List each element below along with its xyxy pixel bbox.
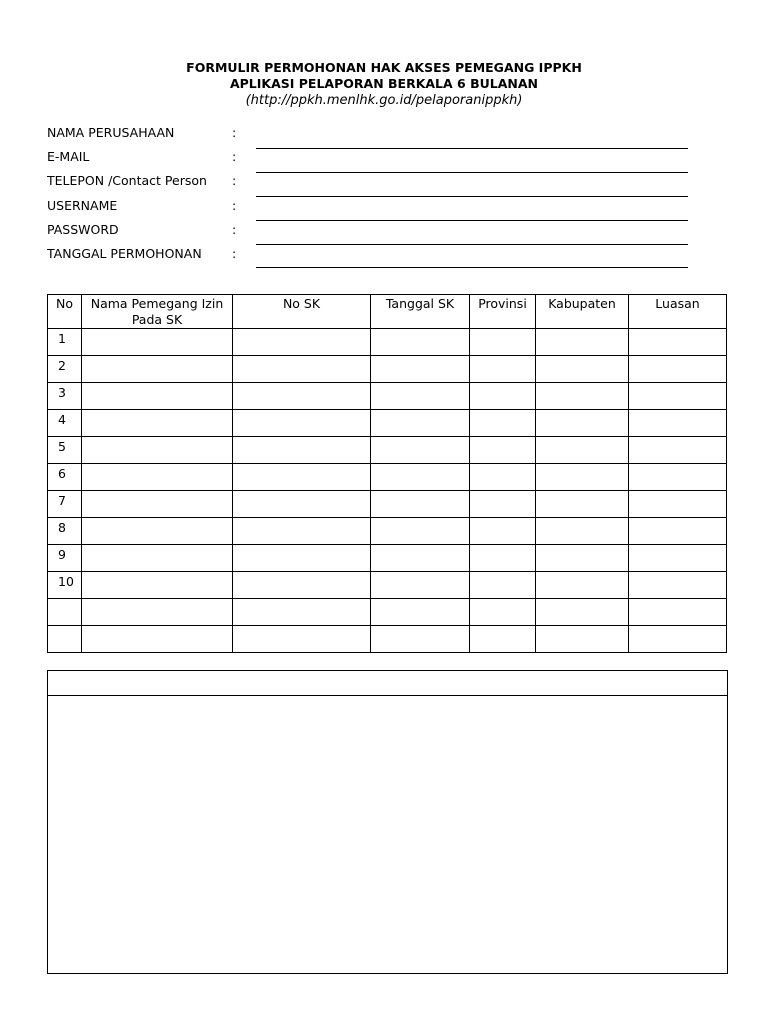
row-number: 6 <box>48 464 82 491</box>
field-colon: : <box>232 173 237 188</box>
table-cell[interactable] <box>233 599 371 626</box>
table-cell[interactable] <box>629 410 727 437</box>
form-url: (http://ppkh.menlhk.go.id/pelaporanippkh) <box>245 93 523 108</box>
table-cell[interactable] <box>470 329 536 356</box>
table-body <box>48 329 727 653</box>
table-cell[interactable] <box>371 437 470 464</box>
table-cell[interactable] <box>233 572 371 599</box>
table-cell[interactable] <box>371 572 470 599</box>
email-field[interactable] <box>256 172 688 173</box>
table-cell[interactable] <box>371 356 470 383</box>
table-cell[interactable] <box>371 464 470 491</box>
form-subtitle: APLIKASI PELAPORAN BERKALA 6 BULANAN <box>229 76 539 91</box>
request-date-field[interactable] <box>256 267 688 268</box>
table-cell[interactable] <box>233 491 371 518</box>
header-sk-date: Tanggal SK <box>371 295 470 329</box>
table-row <box>48 599 727 626</box>
phone-label: TELEPON /Contact Person <box>47 173 207 188</box>
table-cell[interactable] <box>233 383 371 410</box>
header-no: No <box>48 295 82 329</box>
table-row <box>48 572 727 599</box>
row-number: 1 <box>48 329 82 356</box>
row-number: 2 <box>48 356 82 383</box>
table-cell[interactable] <box>371 599 470 626</box>
table-row <box>48 545 727 572</box>
header-area: Luasan <box>629 295 727 329</box>
table-cell[interactable] <box>536 329 629 356</box>
table-cell[interactable] <box>536 572 629 599</box>
table-header-row <box>48 295 727 329</box>
field-colon: : <box>232 222 237 237</box>
table-cell[interactable] <box>82 329 233 356</box>
row-number <box>48 599 82 626</box>
email-label: E-MAIL <box>47 149 90 164</box>
table-cell[interactable] <box>629 464 727 491</box>
table-cell[interactable] <box>629 383 727 410</box>
table-cell[interactable] <box>470 518 536 545</box>
table-cell[interactable] <box>233 626 371 653</box>
form-title: FORMULIR PERMOHONAN HAK AKSES PEMEGANG IPPKH <box>186 60 582 75</box>
request-date-label: TANGGAL PERMOHONAN <box>47 246 202 261</box>
table-cell[interactable] <box>371 545 470 572</box>
table-cell[interactable] <box>536 410 629 437</box>
table-cell[interactable] <box>470 410 536 437</box>
notes-box[interactable] <box>47 670 728 974</box>
table-row <box>48 491 727 518</box>
table-cell[interactable] <box>470 437 536 464</box>
company-name-field[interactable] <box>256 148 688 149</box>
table-cell[interactable] <box>233 545 371 572</box>
table-cell[interactable] <box>82 626 233 653</box>
header-holder-name: Nama Pemegang Izin Pada SK <box>82 295 233 329</box>
table-cell[interactable] <box>629 518 727 545</box>
table-row <box>48 410 727 437</box>
row-number: 10 <box>48 572 82 599</box>
field-colon: : <box>232 198 237 213</box>
table-cell[interactable] <box>82 410 233 437</box>
table-cell[interactable] <box>82 545 233 572</box>
row-number: 8 <box>48 518 82 545</box>
table-cell[interactable] <box>233 464 371 491</box>
username-label: USERNAME <box>47 198 118 213</box>
table-cell[interactable] <box>629 545 727 572</box>
field-colon: : <box>232 149 237 164</box>
row-number: 3 <box>48 383 82 410</box>
table-cell[interactable] <box>82 464 233 491</box>
table-cell[interactable] <box>629 356 727 383</box>
table-cell[interactable] <box>470 626 536 653</box>
notes-box-header <box>48 671 727 696</box>
table-cell[interactable] <box>536 464 629 491</box>
table-cell[interactable] <box>536 626 629 653</box>
table-cell[interactable] <box>233 410 371 437</box>
table-cell[interactable] <box>536 599 629 626</box>
field-colon: : <box>232 246 237 261</box>
password-label: PASSWORD <box>47 222 119 237</box>
table-row <box>48 464 727 491</box>
table-cell[interactable] <box>371 329 470 356</box>
table-cell[interactable] <box>82 356 233 383</box>
table-cell[interactable] <box>629 626 727 653</box>
table-cell[interactable] <box>82 383 233 410</box>
field-colon: : <box>232 125 237 140</box>
table-cell[interactable] <box>82 491 233 518</box>
table-cell[interactable] <box>82 518 233 545</box>
row-number: 9 <box>48 545 82 572</box>
table-cell[interactable] <box>233 329 371 356</box>
table-cell[interactable] <box>470 599 536 626</box>
table-cell[interactable] <box>233 518 371 545</box>
table-cell[interactable] <box>536 518 629 545</box>
table-cell[interactable] <box>470 491 536 518</box>
table-cell[interactable] <box>82 599 233 626</box>
table-cell[interactable] <box>629 437 727 464</box>
row-number: 5 <box>48 437 82 464</box>
table-row <box>48 518 727 545</box>
table-cell[interactable] <box>470 464 536 491</box>
phone-field[interactable] <box>256 196 688 197</box>
table-cell[interactable] <box>82 437 233 464</box>
table-row <box>48 626 727 653</box>
table-cell[interactable] <box>371 518 470 545</box>
table-cell[interactable] <box>233 437 371 464</box>
table-cell[interactable] <box>233 356 371 383</box>
header-province: Provinsi <box>470 295 536 329</box>
table-cell[interactable] <box>82 572 233 599</box>
table-cell[interactable] <box>629 329 727 356</box>
table-cell[interactable] <box>536 491 629 518</box>
table-cell[interactable] <box>470 383 536 410</box>
table-cell[interactable] <box>371 626 470 653</box>
permit-table <box>47 294 727 653</box>
header-sk-number: No SK <box>233 295 371 329</box>
table-cell[interactable] <box>536 383 629 410</box>
table-cell[interactable] <box>371 491 470 518</box>
table-cell[interactable] <box>536 437 629 464</box>
table-cell[interactable] <box>536 545 629 572</box>
table-cell[interactable] <box>470 545 536 572</box>
company-name-label: NAMA PERUSAHAAN <box>47 125 175 140</box>
table-row <box>48 383 727 410</box>
table-cell[interactable] <box>371 383 470 410</box>
row-number: 7 <box>48 491 82 518</box>
row-number <box>48 626 82 653</box>
table-cell[interactable] <box>629 491 727 518</box>
table-cell[interactable] <box>629 599 727 626</box>
table-cell[interactable] <box>536 356 629 383</box>
table-row <box>48 356 727 383</box>
table-cell[interactable] <box>470 356 536 383</box>
table-cell[interactable] <box>629 572 727 599</box>
table-row <box>48 329 727 356</box>
header-regency: Kabupaten <box>536 295 629 329</box>
table-row <box>48 437 727 464</box>
table-cell[interactable] <box>470 572 536 599</box>
password-field[interactable] <box>256 244 688 245</box>
table-cell[interactable] <box>371 410 470 437</box>
username-field[interactable] <box>256 220 688 221</box>
row-number: 4 <box>48 410 82 437</box>
